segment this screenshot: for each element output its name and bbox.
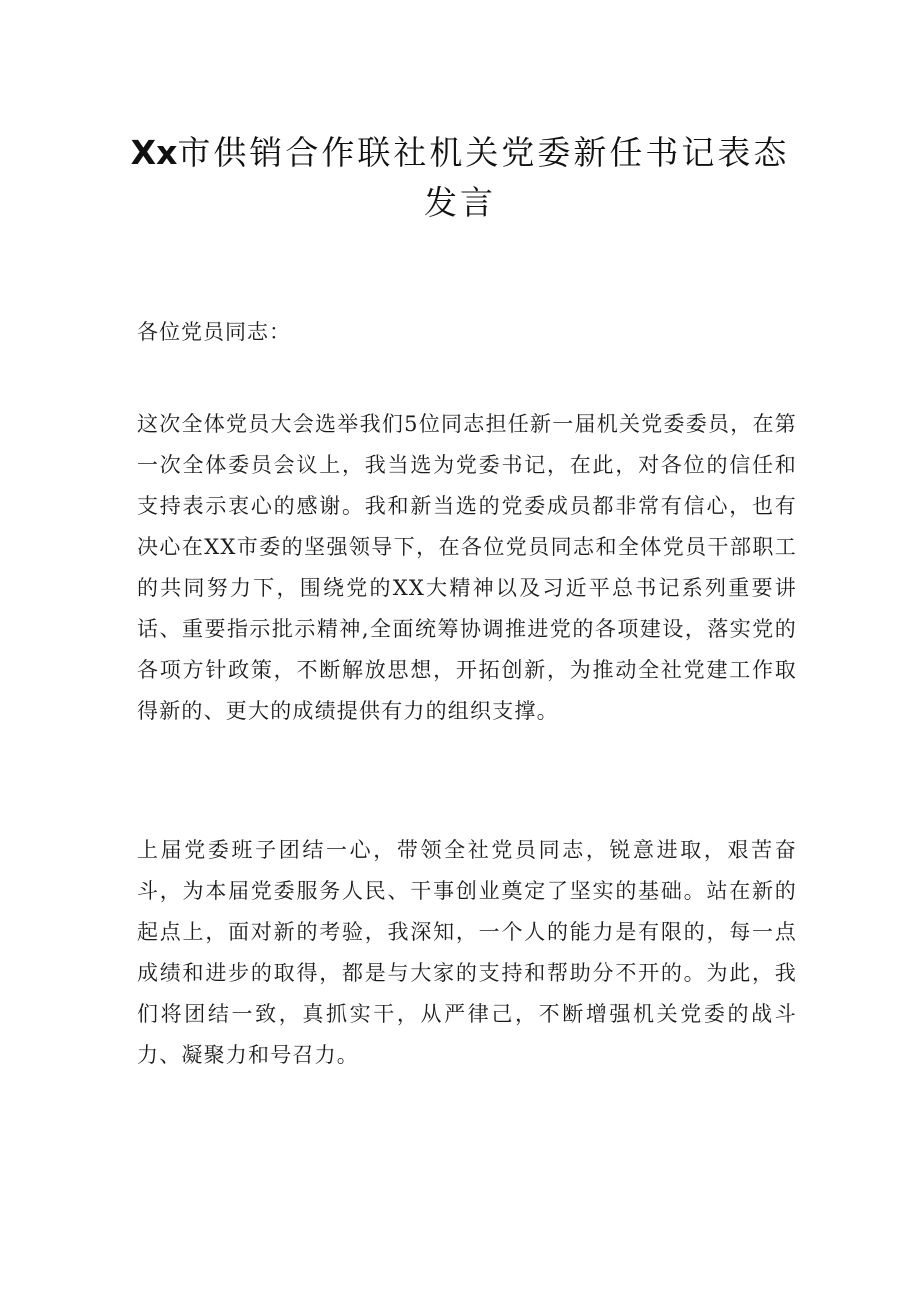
title-line2-text: 发言 — [424, 183, 496, 222]
body-paragraph-1: 这次全体党员大会选举我们5位同志担任新一届机关党委委员，在第一次全体委员会议上，我当选为党委书记，在此，对各位的信任和支持表示衷心的感谢。我和新当选的党委成员都非常有信心，也有决心在XX市委的坚强领导下，在各位党员同志和全体党员干部职工的共同努力下，围绕党的XX大精神以及习近平总书记系列重要讲话、重要指示批示精神,全面统筹协调推进党的各项建设，落实党的各项方针政策，不断解放思想，开拓创新，为推动全社党建工作取得新的、更大的成绩提供有力的组织支撑。 — [137, 412, 797, 723]
salutation: 各位党员同志： — [137, 320, 291, 344]
body-paragraph-2: 上届党委班子团结一心，带领全社党员同志，锐意进取，艰苦奋斗，为本届党委服务人民、干事创业奠定了坚实的基础。站在新的起点上，面对新的考验，我深知，一个人的能力是有限的，每一点成绩和进步的取得，都是与大家的支持和帮助分不开的。为此，我们将团结一致，真抓实干，从严律己，不断增强机关党委的战斗力、凝聚力和号召力。 — [137, 838, 797, 1067]
title-bold-prefix: Xx — [130, 133, 178, 172]
document-title — [100, 128, 820, 228]
title-line1-text: 市供销合作联社机关党委新任书记表态 — [177, 133, 790, 172]
